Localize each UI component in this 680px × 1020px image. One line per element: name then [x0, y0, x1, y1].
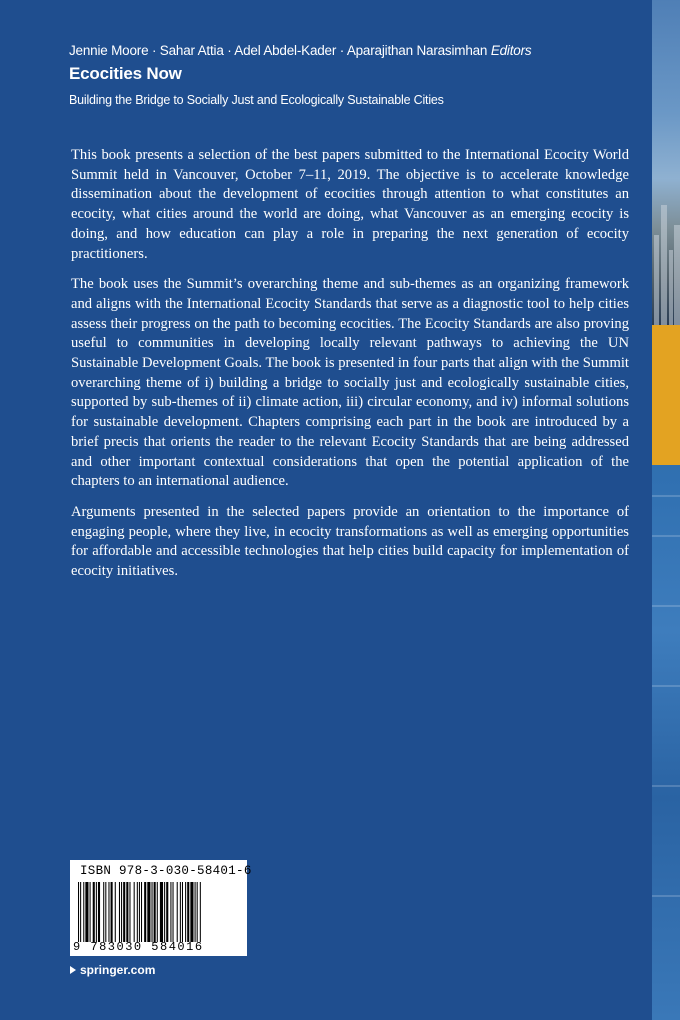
- barcode-digits: 9 783030 584016: [73, 940, 204, 954]
- blurb-paragraph: This book presents a selection of the best papers submitted to the International Ecocity World Summit held in Vancouver, October 7–11, 2019. The objective is to accelerate knowledge dissemination about the development of ecocities through attention to what constitutes an ecocity, what cities around the world are doing, what Vancouver as an emerging ecocity is doing, and how education can play a role in preparing the next generation of ecocity practitioners.: [71, 147, 629, 262]
- blurb: [71, 146, 629, 593]
- isbn-barcode: [70, 860, 252, 956]
- blurb-paragraph: Arguments presented in the selected papers provide an orientation to the importance of engaging people, where they live, in ecocity transformations as well as emerging opportunities for affordable and accessible technologies that help cities build capacity for implementation of ecocity initiatives.: [71, 503, 629, 580]
- editors-line: [69, 43, 629, 58]
- isbn-label: ISBN 978-3-030-58401-6: [80, 864, 252, 878]
- book-subtitle: Building the Bridge to Socially Just and Ecologically Sustainable Cities: [69, 93, 444, 107]
- publisher-website: springer.com: [80, 963, 156, 977]
- publisher-link[interactable]: [70, 963, 155, 977]
- book-title: Ecocities Now: [69, 64, 182, 83]
- triangle-arrow-icon: [70, 966, 76, 974]
- water-photo: [652, 465, 680, 1020]
- spine-edge: [652, 0, 680, 1020]
- blurb-paragraph: The book uses the Summit’s overarching theme and sub-themes as an organizing framework and aligns with the International Ecocity Standards that serve as a diagnostic tool to help cities assess their progress on the path to becoming ecocities. The Ecocity Standards are also proving useful to communities in developing locally relevant pathways to achieving the UN Sustainable Development Goals. The book is presented in four parts that align with the Summit overarching theme of i) building a bridge to socially just and ecologically sustainable cities, supported by sub-themes of ii) climate action, iii) circular economy, and iv) informal solutions for sustainable development. Chapters comprising each part in the book are introduced by a brief precis that orients the reader to the relevant Ecocity Standards that are being addressed and other important contextual considerations that open the potential application of the chapters to an international audience.: [71, 276, 629, 490]
- barcode-bars: [76, 882, 242, 942]
- editors-names: Jennie Moore · Sahar Attia · Adel Abdel-Kader · Aparajithan Narasimhan: [69, 43, 488, 58]
- city-photo: [652, 0, 680, 325]
- editors-role: Editors: [490, 43, 532, 58]
- spine-gold-band: [652, 325, 680, 465]
